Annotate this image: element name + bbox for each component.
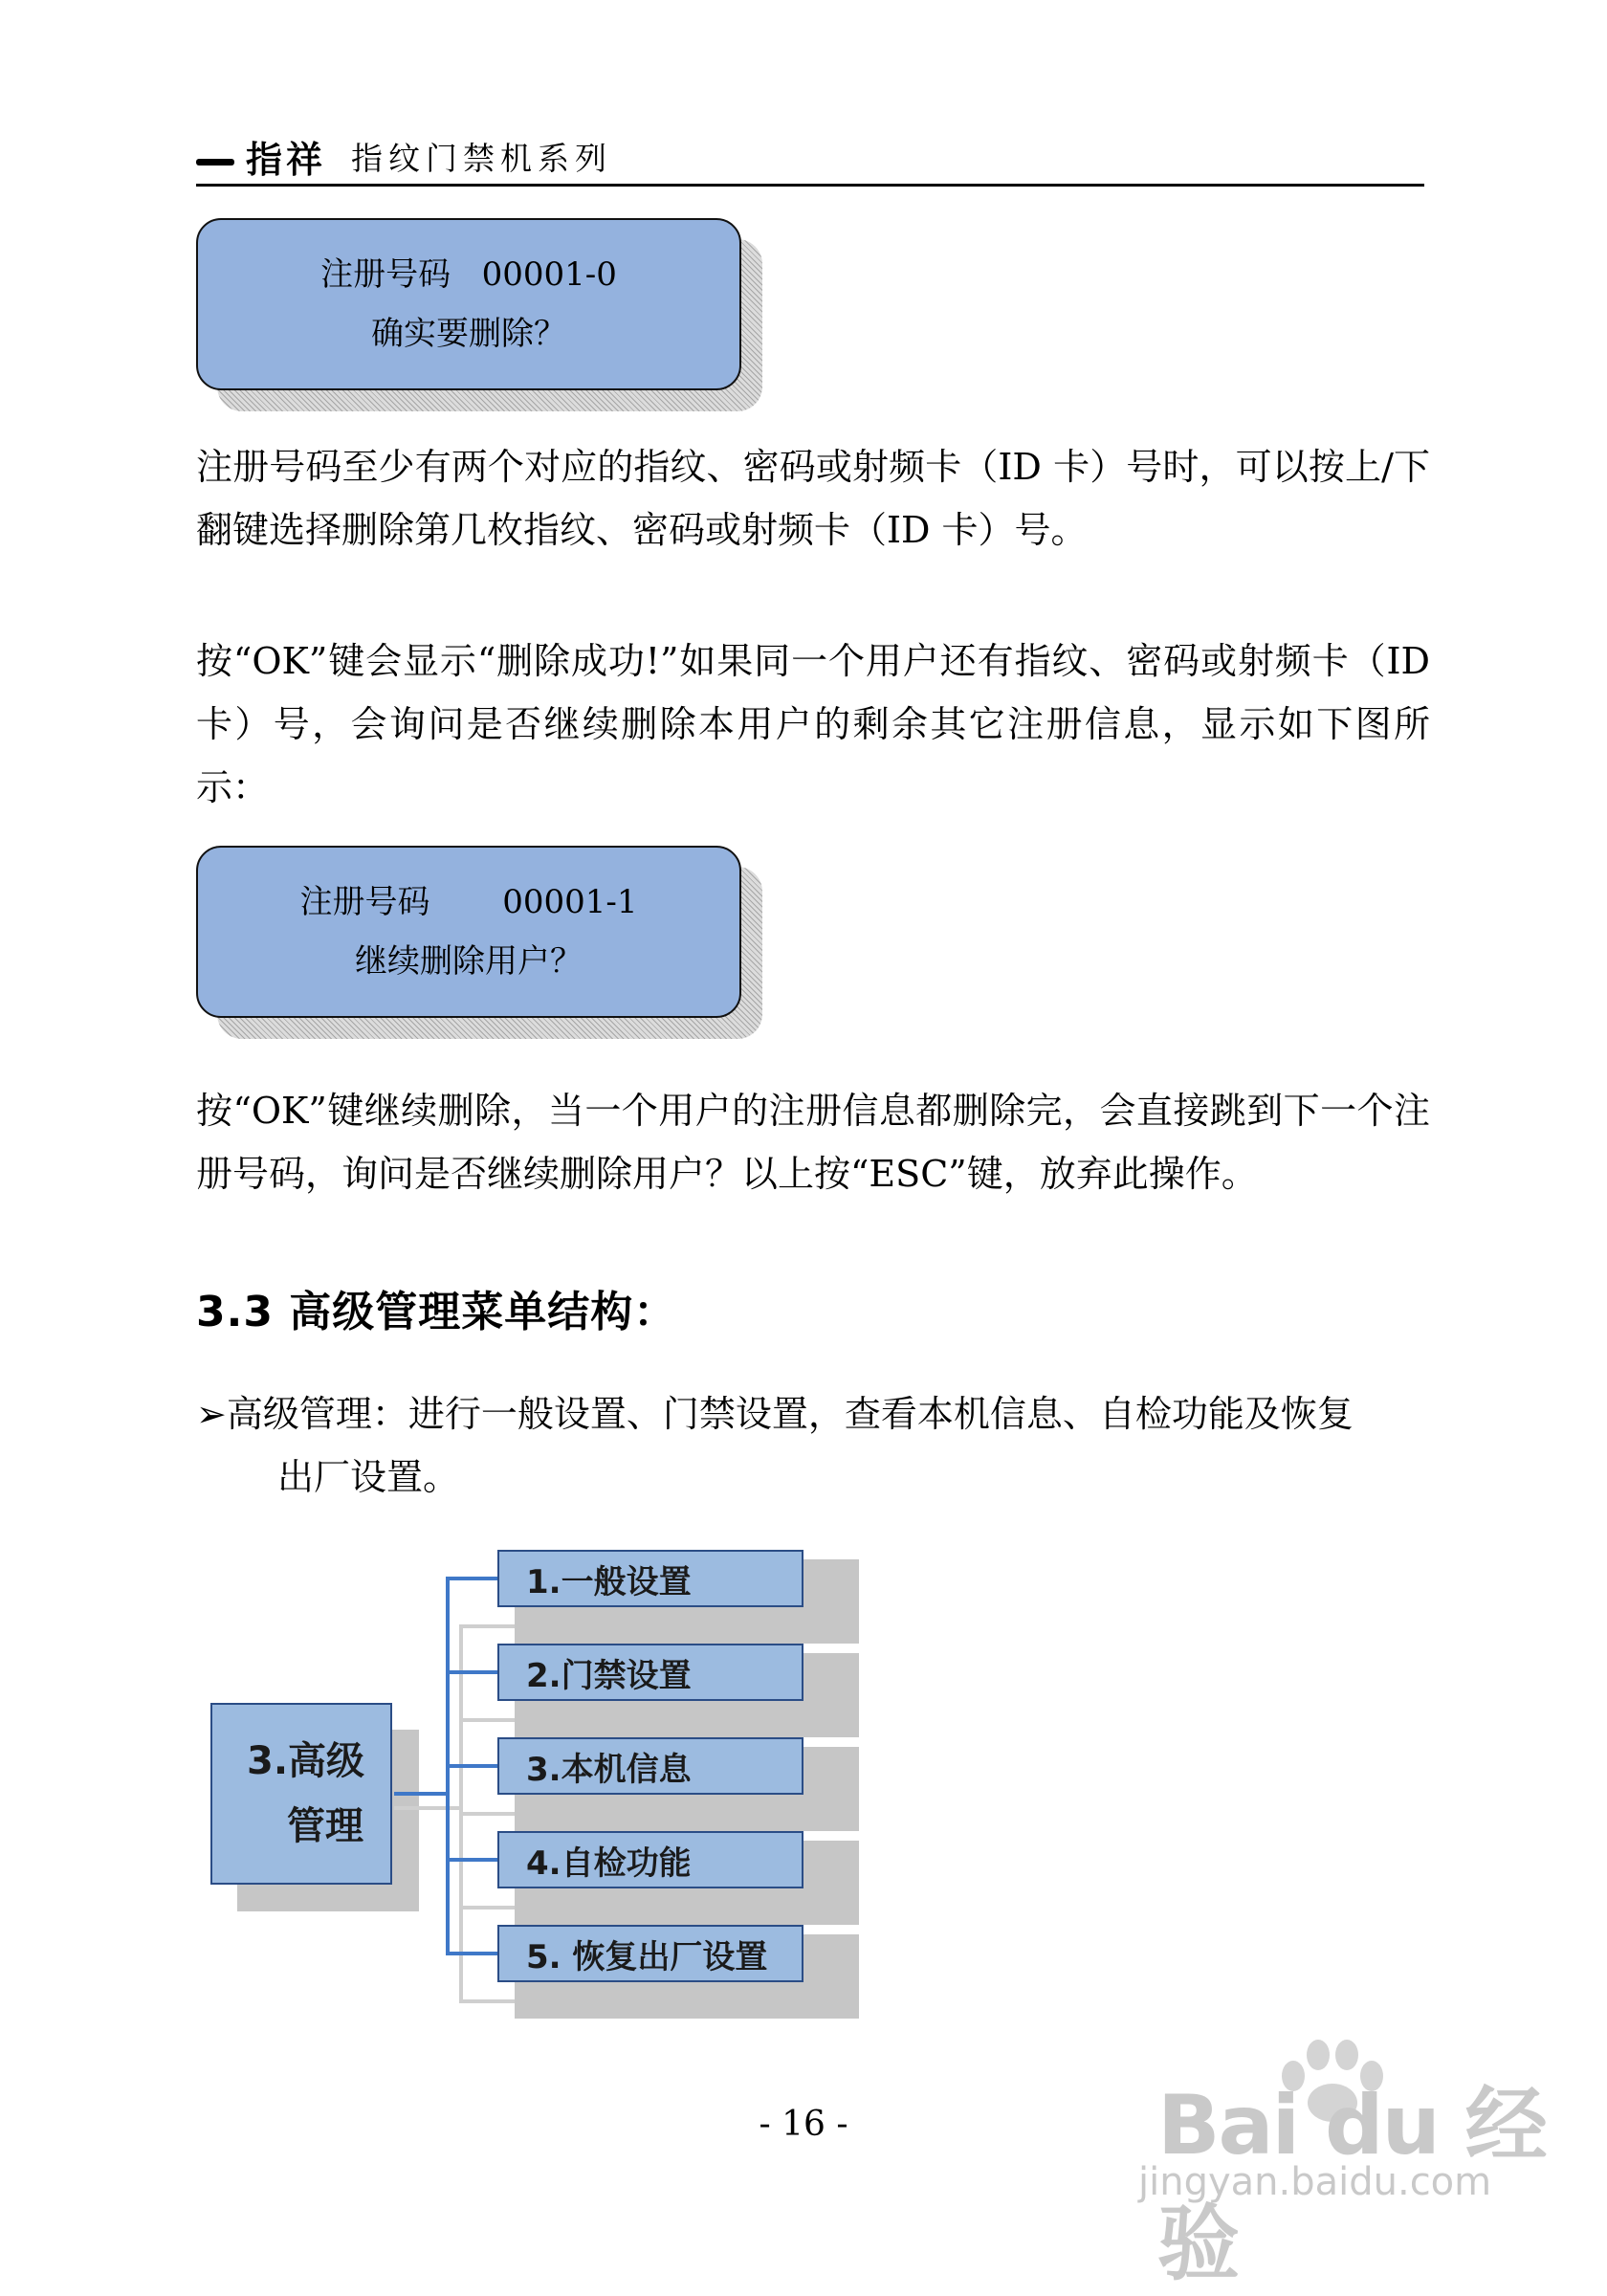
bullet-line-2: 出厂设置。: [277, 1456, 460, 1498]
paragraph-2: 按“OK”键会显示“删除成功!”如果同一个用户还有指纹、密码或射频卡（ID 卡）号，会询问是否继续删除本用户的剩余其它注册信息，显示如下图所示：: [196, 640, 1430, 808]
paragraph-1: 注册号码至少有两个对应的指纹、密码或射频卡（ID 卡）号时，可以按上/下翻键选择删除第几枚指纹、密码或射频卡（ID 卡）号。: [196, 446, 1430, 551]
brand-dash-mark: [196, 159, 234, 166]
brand-logo: [196, 130, 326, 183]
connector-shadow: [459, 1999, 517, 2003]
connector-shadow: [459, 1906, 517, 1910]
connector-shadow: [459, 1718, 517, 1722]
lcd-screen: [196, 846, 741, 1018]
root-label-line-2: 管理: [287, 1804, 363, 1848]
diagram-item-general-settings: 1.一般设置: [497, 1550, 804, 1607]
page-header: [196, 124, 1424, 187]
diagram-item-access-settings: 2.门禁设置: [497, 1644, 804, 1701]
connector-branch: [446, 1858, 497, 1862]
paragraph-3: 按“OK”键继续删除，当一个用户的注册信息都删除完，会直接跳到下一个注册号码，询问是否继续删除用户？以上按“ESC”键，放弃此操作。: [196, 1090, 1430, 1195]
lcd-line-1: [320, 245, 617, 304]
page-number: - 16 -: [759, 2105, 848, 2144]
bullet-line-1: [196, 1382, 1430, 1446]
connector-shadow: [459, 1624, 517, 1628]
connector-branch: [446, 1577, 497, 1580]
lcd-line-2: 继续删除用户？: [355, 942, 583, 981]
lcd-display-confirm-delete: [196, 218, 741, 390]
section-heading: 3.3 高级管理菜单结构：: [196, 1288, 677, 1336]
lcd-line-2: 确实要删除？: [371, 315, 566, 353]
watermark-logo-text: Bai du 经验: [1157, 2078, 1546, 2292]
series-title: 指纹门禁机系列: [351, 140, 612, 177]
watermark-url: jingyan.baidu.com: [1138, 2160, 1492, 2204]
bullet-item: [196, 1382, 1430, 1509]
connector-root: [394, 1792, 448, 1796]
connector-branch: [446, 1764, 497, 1768]
diagram-root-node: [210, 1703, 392, 1885]
lcd-line-1: [300, 872, 638, 932]
baidu-watermark: [1100, 2038, 1550, 2292]
brand-name: 指祥: [246, 139, 327, 181]
lcd-screen: [196, 218, 741, 390]
connector-branch: [446, 1670, 497, 1674]
lcd-value: 00001-1: [502, 883, 638, 921]
connector-branch: [446, 1952, 497, 1955]
lcd-display-continue-delete: [196, 846, 741, 1018]
lcd-value: 00001-0: [481, 255, 617, 294]
diagram-item-self-test: 4.自检功能: [497, 1831, 804, 1888]
connector-shadow: [459, 1812, 517, 1816]
lcd-label: 注册号码: [320, 255, 451, 294]
diagram-item-device-info: 3.本机信息: [497, 1737, 804, 1795]
arrow-bullet-icon: ➢: [196, 1393, 227, 1435]
bullet-text-1: 高级管理：进行一般设置、门禁设置，查看本机信息、自检功能及恢复: [226, 1393, 1354, 1435]
root-label-line-1: 3.高级: [247, 1739, 365, 1783]
diagram-item-factory-reset: 5. 恢复出厂设置: [497, 1925, 804, 1982]
connector-shadow: [394, 1806, 463, 1810]
lcd-label: 注册号码: [299, 883, 430, 921]
menu-structure-diagram: [210, 1521, 928, 2028]
